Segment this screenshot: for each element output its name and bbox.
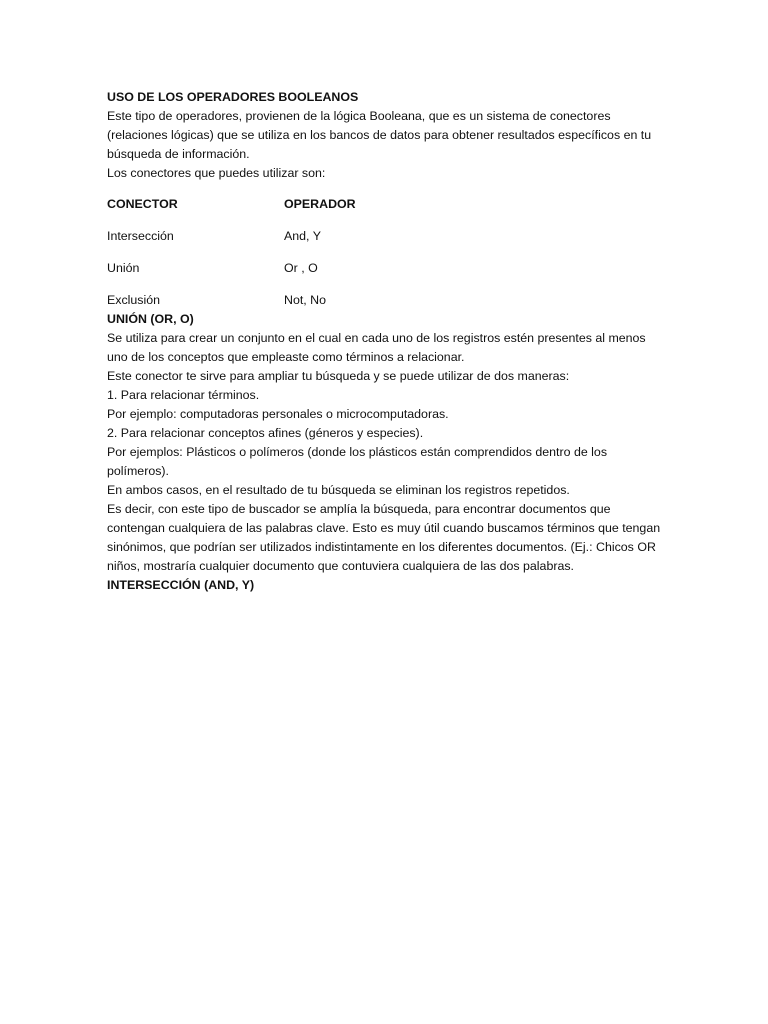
union-example: Por ejemplo: computadoras personales o microcomputadoras. xyxy=(107,407,449,421)
table-cell-connector: Exclusión xyxy=(107,293,161,307)
table-cell-operator: Or , O xyxy=(284,261,318,275)
table-row xyxy=(107,291,667,310)
intersection-section-heading: INTERSECCIÓN (AND, Y) xyxy=(107,578,255,592)
union-paragraph: Se utiliza para crear un conjunto en el cual en cada uno de los registros estén presentes al menos uno de los conceptos que empleaste como términos a relacionar. xyxy=(107,331,646,364)
table-cell-connector: Intersección xyxy=(107,229,174,243)
table-cell-operator: Not, No xyxy=(284,293,327,307)
connectors-lead-text: Los conectores que puedes utilizar son: xyxy=(107,166,326,180)
document-title: USO DE LOS OPERADORES BOOLEANOS xyxy=(107,90,359,104)
document-body xyxy=(107,88,667,595)
connectors-table xyxy=(107,195,667,310)
union-list-item: 1. Para relacionar términos. xyxy=(107,388,260,402)
union-paragraph: En ambos casos, en el resultado de tu búsqueda se eliminan los registros repetidos. xyxy=(107,483,570,497)
union-paragraph: Este conector te sirve para ampliar tu búsqueda y se puede utilizar de dos maneras: xyxy=(107,369,570,383)
table-header-connector: CONECTOR xyxy=(107,197,178,211)
union-example: Por ejemplos: Plásticos o polímeros (donde los plásticos están comprendidos dentro de los polímeros). xyxy=(107,445,608,478)
table-row xyxy=(107,227,667,246)
table-cell-connector: Unión xyxy=(107,261,140,275)
table-header-row xyxy=(107,195,667,214)
intro-paragraph: Este tipo de operadores, provienen de la lógica Booleana, que es un sistema de conectores (relaciones lógicas) que se utiliza en los bancos de datos para obtener resultados específicos en tu búsqueda de información. xyxy=(107,109,652,161)
union-list-item: 2. Para relacionar conceptos afines (géneros y especies). xyxy=(107,426,424,440)
table-header-operator: OPERADOR xyxy=(284,197,356,211)
table-cell-operator: And, Y xyxy=(284,229,321,243)
union-section-heading: UNIÓN (OR, O) xyxy=(107,312,194,326)
table-row xyxy=(107,259,667,278)
union-paragraph: Es decir, con este tipo de buscador se amplía la búsqueda, para encontrar documentos que contengan cualquiera de las palabras clave. Esto es muy útil cuando buscamos términos que tengan sinónimos, que podrían ser utilizados indistintamente en los diferentes documentos. (Ej.: Chicos OR niños, mostraría cualquier documento que contuviera cualquiera de las dos palabras. xyxy=(107,502,661,573)
